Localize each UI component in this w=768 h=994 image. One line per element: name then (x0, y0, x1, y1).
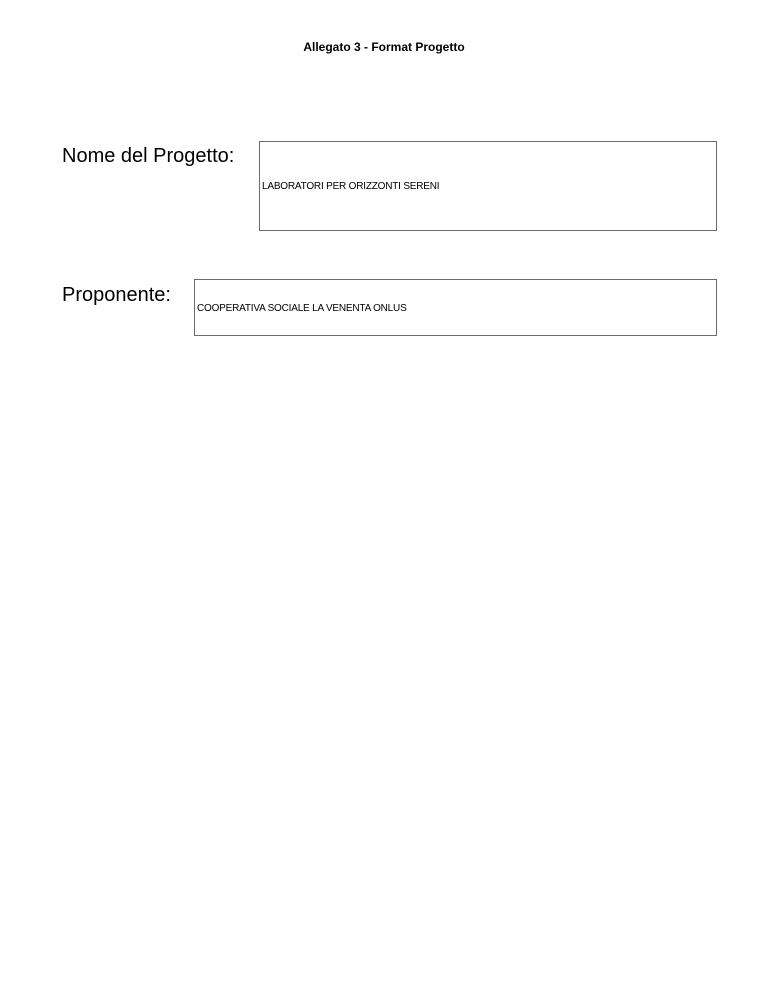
proponent-field[interactable] (194, 279, 717, 336)
proponent-label: Proponente: (62, 284, 171, 306)
project-name-value: LABORATORI PER ORIZZONTI SERENI (262, 181, 440, 192)
proponent-value: COOPERATIVA SOCIALE LA VENENTA ONLUS (197, 303, 407, 314)
page-title: Allegato 3 - Format Progetto (303, 40, 465, 54)
project-name-field[interactable] (259, 141, 717, 231)
project-name-label: Nome del Progetto: (62, 145, 235, 167)
